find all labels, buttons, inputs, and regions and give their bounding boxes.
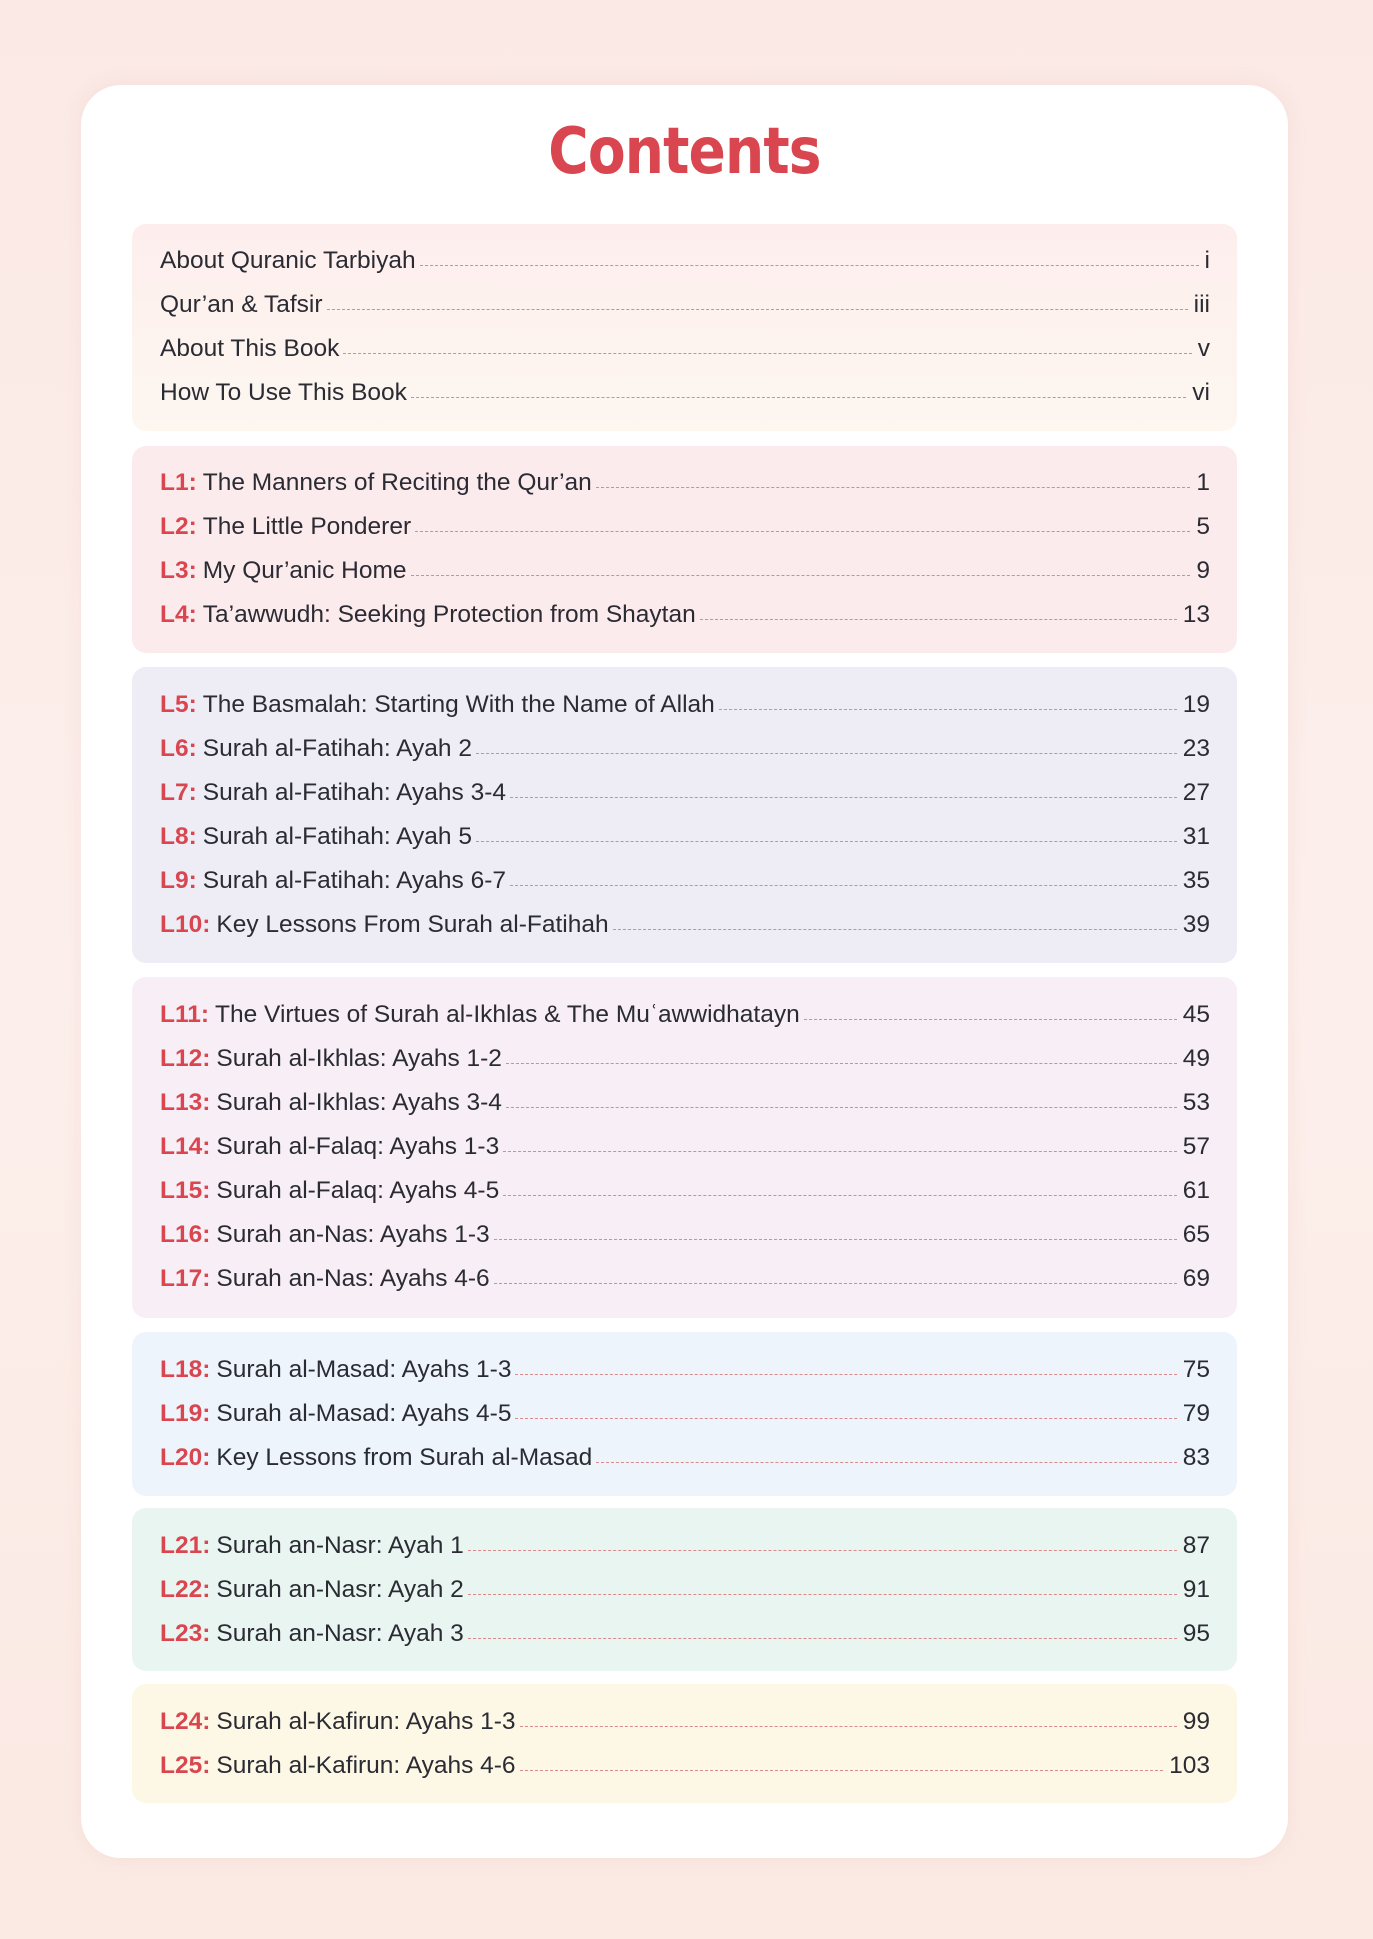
toc-group-5 [132,1508,1237,1671]
dotted-leader [468,1594,1177,1595]
entry-title: The Manners of Reciting the Qur’an [202,469,592,496]
entry-title: Surah an-Nasr: Ayah 1 [216,1532,464,1559]
entry-title: Surah al-Masad: Ayahs 4-5 [216,1400,512,1427]
toc-group-1 [132,446,1237,653]
toc-entry[interactable] [160,1700,1210,1744]
lesson-code: L23: [160,1620,211,1647]
entry-title: Surah al-Masad: Ayahs 1-3 [216,1356,512,1383]
entry-title: About This Book [160,335,340,362]
lesson-code: L10: [160,911,211,938]
page-number: 23 [1182,735,1210,762]
page-number: 75 [1182,1356,1210,1383]
dotted-leader [468,1550,1177,1551]
dotted-leader [327,309,1188,310]
entry-title: Surah al-Fatihah: Ayahs 6-7 [202,867,507,894]
entry-title: Surah an-Nasr: Ayah 3 [216,1620,464,1647]
entry-title: The Virtues of Surah al-Ikhlas & The Muʿawwidhatayn [215,1001,800,1028]
page-number: 1 [1196,469,1210,496]
toc-entry[interactable] [160,549,1210,593]
page-number: iii [1193,291,1210,318]
page-number: 31 [1182,823,1210,850]
dotted-leader [476,753,1177,754]
entry-title: The Basmalah: Starting With the Name of Allah [202,691,715,718]
toc-entry[interactable] [160,993,1210,1037]
page-number: 61 [1182,1177,1210,1204]
toc-entry[interactable] [160,1744,1210,1788]
lesson-code: L22: [160,1576,211,1603]
entry-title: Surah al-Ikhlas: Ayahs 3-4 [216,1089,502,1116]
dotted-leader [343,353,1191,354]
dotted-leader [494,1283,1177,1284]
toc-entry[interactable] [160,1568,1210,1612]
toc-entry[interactable] [160,1392,1210,1436]
page-number: 9 [1196,557,1210,584]
toc-entry[interactable] [160,1037,1210,1081]
page-number: 57 [1182,1133,1210,1160]
lesson-code: L3: [160,557,197,584]
lesson-code: L12: [160,1045,211,1072]
toc-entry[interactable] [160,327,1210,371]
toc-entry[interactable] [160,903,1210,947]
entry-title: Surah al-Fatihah: Ayah 2 [202,735,472,762]
entry-title: Surah an-Nas: Ayahs 1-3 [216,1221,490,1248]
lesson-code: L17: [160,1265,211,1292]
toc-entry[interactable] [160,371,1210,415]
lesson-code: L14: [160,1133,211,1160]
entry-title: Surah al-Falaq: Ayahs 1-3 [216,1133,500,1160]
page-number: 45 [1182,1001,1210,1028]
entry-title: Surah an-Nas: Ayahs 4-6 [216,1265,490,1292]
entry-title: My Qur’anic Home [202,557,407,584]
contents-card [81,85,1288,1858]
page-number: 35 [1182,867,1210,894]
dotted-leader [411,575,1191,576]
dotted-leader [520,1770,1164,1771]
page-number: vi [1192,379,1210,406]
dotted-leader [700,619,1177,620]
lesson-code: L9: [160,867,197,894]
dotted-leader [503,1195,1177,1196]
page-number: 5 [1196,513,1210,540]
dotted-leader [510,797,1177,798]
lesson-code: L24: [160,1708,211,1735]
entry-title: How To Use This Book [160,379,407,406]
lesson-code: L21: [160,1532,211,1559]
page-number: 99 [1182,1708,1210,1735]
entry-title: Surah al-Fatihah: Ayahs 3-4 [202,779,507,806]
page-number: 65 [1182,1221,1210,1248]
dotted-leader [494,1239,1177,1240]
dotted-leader [476,841,1177,842]
dotted-leader [415,531,1190,532]
toc-entry[interactable] [160,461,1210,505]
page-number: 39 [1182,911,1210,938]
page-number: 103 [1169,1752,1210,1779]
lesson-code: L1: [160,469,197,496]
page-number: 95 [1182,1620,1210,1647]
toc-group-3 [132,977,1237,1318]
lesson-code: L19: [160,1400,211,1427]
lesson-code: L8: [160,823,197,850]
dotted-leader [596,487,1191,488]
dotted-leader [520,1726,1177,1727]
dotted-leader [596,1462,1177,1463]
toc-entry[interactable] [160,1348,1210,1392]
entry-title: The Little Ponderer [202,513,412,540]
page-number: v [1197,335,1210,362]
dotted-leader [510,885,1177,886]
page-number: 49 [1182,1045,1210,1072]
dotted-leader [411,397,1186,398]
dotted-leader [468,1638,1177,1639]
page-number: 13 [1182,601,1210,628]
page-title: Contents [548,115,821,189]
lesson-code: L25: [160,1752,211,1779]
lesson-code: L16: [160,1221,211,1248]
toc-entry[interactable] [160,859,1210,903]
page-number: 53 [1182,1089,1210,1116]
toc-entry[interactable] [160,505,1210,549]
toc-entry[interactable] [160,727,1210,771]
page-number: 91 [1182,1576,1210,1603]
lesson-code: L6: [160,735,197,762]
toc-group-4 [132,1332,1237,1496]
lesson-code: L20: [160,1444,211,1471]
dotted-leader [515,1374,1176,1375]
entry-title: Qur’an & Tafsir [160,291,323,318]
lesson-code: L4: [160,601,197,628]
toc-entry[interactable] [160,1524,1210,1568]
page-number: 83 [1182,1444,1210,1471]
toc-entry[interactable] [160,1169,1210,1213]
toc-group-front-matter [132,224,1237,431]
entry-title: Key Lessons from Surah al-Masad [216,1444,593,1471]
toc-entry[interactable] [160,1081,1210,1125]
lesson-code: L2: [160,513,197,540]
entry-title: Surah al-Kafirun: Ayahs 1-3 [216,1708,516,1735]
lesson-code: L5: [160,691,197,718]
entry-title: Surah al-Ikhlas: Ayahs 1-2 [216,1045,502,1072]
toc-entry[interactable] [160,239,1210,283]
toc-entry[interactable] [160,771,1210,815]
toc-entry[interactable] [160,1436,1210,1480]
toc-entry[interactable] [160,283,1210,327]
toc-entry[interactable] [160,1257,1210,1301]
entry-title: Surah an-Nasr: Ayah 2 [216,1576,464,1603]
entry-title: Surah al-Fatihah: Ayah 5 [202,823,472,850]
toc-group-2 [132,667,1237,963]
lesson-code: L7: [160,779,197,806]
dotted-leader [613,929,1177,930]
toc-entry[interactable] [160,815,1210,859]
dotted-leader [515,1418,1176,1419]
entry-title: About Quranic Tarbiyah [160,247,416,274]
entry-title: Surah al-Kafirun: Ayahs 4-6 [216,1752,516,1779]
toc-group-6 [132,1684,1237,1803]
page-number: 87 [1182,1532,1210,1559]
page-number: 19 [1182,691,1210,718]
dotted-leader [719,709,1177,710]
page-number: 79 [1182,1400,1210,1427]
page-number: 69 [1182,1265,1210,1292]
toc-entry[interactable] [160,593,1210,637]
page-number: 27 [1182,779,1210,806]
dotted-leader [506,1107,1177,1108]
toc-entry[interactable] [160,683,1210,727]
dotted-leader [420,265,1199,266]
entry-title: Surah al-Falaq: Ayahs 4-5 [216,1177,500,1204]
lesson-code: L13: [160,1089,211,1116]
dotted-leader [506,1063,1177,1064]
toc-entry[interactable] [160,1125,1210,1169]
toc-entry[interactable] [160,1612,1210,1656]
toc-entry[interactable] [160,1213,1210,1257]
entry-title: Key Lessons From Surah al-Fatihah [216,911,609,938]
entry-title: Ta’awwudh: Seeking Protection from Shaytan [202,601,696,628]
dotted-leader [503,1151,1177,1152]
dotted-leader [804,1019,1177,1020]
lesson-code: L18: [160,1356,211,1383]
lesson-code: L11: [160,1001,210,1028]
page-number: i [1204,247,1210,274]
lesson-code: L15: [160,1177,211,1204]
